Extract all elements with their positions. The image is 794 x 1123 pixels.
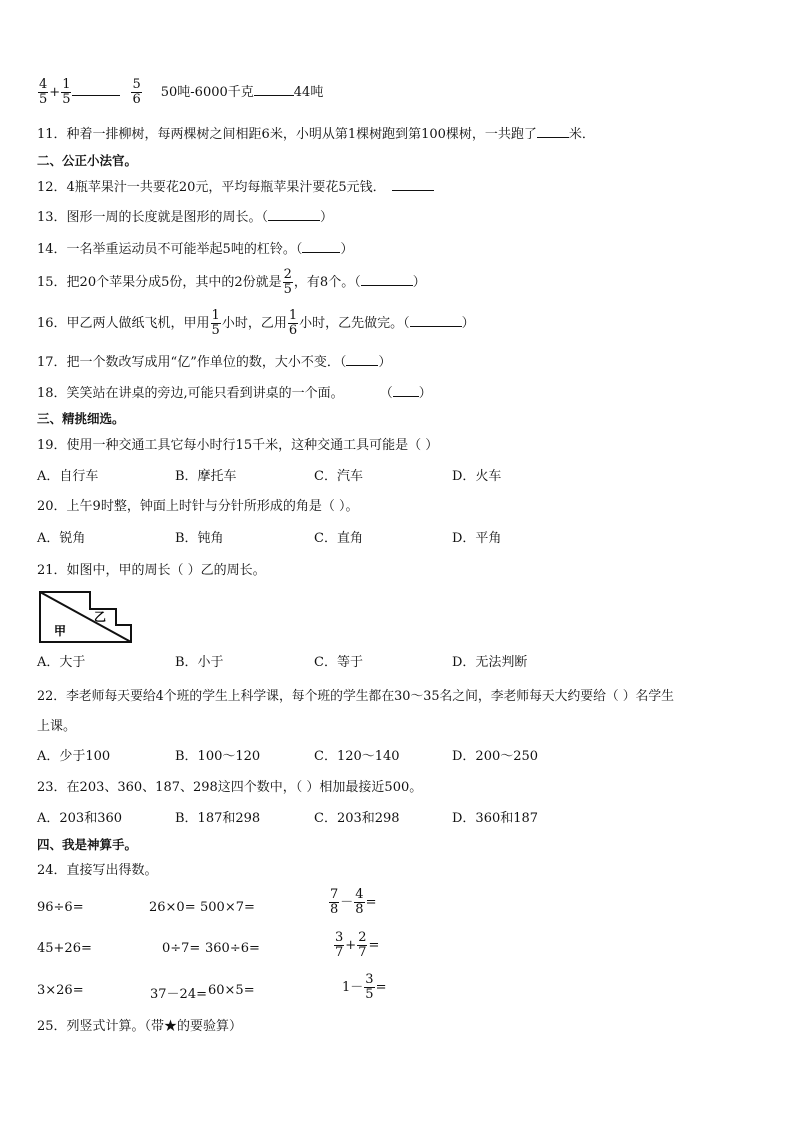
answer-blank[interactable] bbox=[537, 125, 569, 138]
question-text: 16．甲乙两人做纸飞机，甲用 bbox=[37, 316, 210, 331]
question-text-mid: 小时，乙用 bbox=[221, 316, 287, 331]
calc-item: 3×26= bbox=[37, 983, 84, 998]
option-c[interactable]: C．汽车 bbox=[314, 469, 363, 484]
label-jia: 甲 bbox=[54, 624, 67, 638]
fraction-expression bbox=[333, 931, 379, 960]
answer-blank[interactable] bbox=[392, 178, 434, 191]
close-paren: ） bbox=[340, 242, 354, 257]
fraction bbox=[329, 888, 339, 917]
option-b[interactable]: B．小于 bbox=[175, 655, 224, 670]
calc-item: 26×0= bbox=[149, 900, 196, 915]
question-text: 13．图形一周的长度就是图形的周长。（ bbox=[37, 210, 269, 225]
denominator: 8 bbox=[330, 902, 339, 917]
calc-item: 60×5= bbox=[208, 983, 255, 998]
perimeter-figure bbox=[38, 590, 134, 644]
option-b[interactable]: B．钝角 bbox=[175, 531, 224, 546]
minuend: 1－ bbox=[342, 980, 364, 995]
fraction-expression bbox=[328, 888, 376, 917]
question-15 bbox=[37, 268, 426, 297]
question-22-cont: 上课。 bbox=[37, 719, 77, 734]
question-text-tail: ，有8个。（ bbox=[293, 275, 361, 290]
answer-blank[interactable] bbox=[72, 83, 120, 96]
option-b[interactable]: B．187和298 bbox=[175, 811, 261, 826]
open-paren: （ bbox=[379, 386, 393, 401]
option-b[interactable]: B．100～120 bbox=[175, 749, 261, 764]
denominator: 6 bbox=[132, 92, 141, 107]
question-17 bbox=[37, 353, 391, 372]
fraction bbox=[354, 888, 364, 917]
question-text: 18．笑笑站在讲桌的旁边,可能只看到讲桌的一个面。 bbox=[37, 386, 344, 401]
denominator: 5 bbox=[211, 323, 220, 338]
compare-right: 44吨 bbox=[293, 85, 324, 100]
answer-blank[interactable] bbox=[410, 314, 462, 327]
option-c[interactable]: C．120～140 bbox=[314, 749, 400, 764]
question-23: 23．在203、360、187、298这四个数中，（ ）相加最接近500。 bbox=[37, 780, 423, 795]
numerator: 1 bbox=[62, 77, 71, 92]
denominator: 7 bbox=[335, 945, 344, 960]
answer-blank[interactable] bbox=[268, 208, 320, 221]
answer-blank[interactable] bbox=[346, 353, 378, 366]
numerator: 2 bbox=[283, 267, 292, 282]
calc-item: 500×7= bbox=[200, 900, 255, 915]
question-18 bbox=[37, 384, 432, 403]
fraction bbox=[334, 931, 344, 960]
fraction bbox=[61, 78, 71, 107]
question-text: 12．4瓶苹果汁一共要花20元，平均每瓶苹果汁要花5元钱． bbox=[37, 180, 386, 195]
fraction bbox=[357, 931, 367, 960]
calc-item: 45+26= bbox=[37, 941, 92, 956]
answer-blank[interactable] bbox=[302, 240, 340, 253]
denominator: 6 bbox=[288, 323, 298, 338]
question-text: 17．把一个数改写成用“亿”作单位的数，大小不变．（ bbox=[37, 355, 347, 370]
calc-item: 360÷6= bbox=[205, 941, 260, 956]
equals-sign: = bbox=[375, 980, 387, 995]
numerator: 3 bbox=[335, 930, 344, 945]
option-a[interactable]: A．大于 bbox=[37, 655, 86, 670]
option-c[interactable]: C．等于 bbox=[314, 655, 363, 670]
operator: + bbox=[345, 938, 357, 953]
answer-blank[interactable] bbox=[393, 384, 419, 397]
question-text-tail: 米． bbox=[568, 127, 595, 142]
numerator: 1 bbox=[211, 308, 220, 323]
numerator: 4 bbox=[39, 77, 48, 92]
answer-blank[interactable] bbox=[361, 273, 413, 286]
label-yi: 乙 bbox=[94, 610, 107, 624]
fraction bbox=[38, 78, 48, 107]
section-heading-3: 三、精挑细选。 bbox=[37, 411, 125, 426]
denominator: 7 bbox=[358, 945, 367, 960]
numerator: 1 bbox=[288, 308, 298, 323]
denominator: 5 bbox=[365, 987, 374, 1002]
option-d[interactable]: D．平角 bbox=[452, 531, 502, 546]
numerator: 3 bbox=[365, 972, 374, 987]
denominator: 5 bbox=[39, 92, 48, 107]
plus-sign: + bbox=[49, 85, 61, 100]
section-heading-4: 四、我是神算手。 bbox=[37, 837, 138, 852]
question-text: 14．一名举重运动员不可能举起5吨的杠铃。（ bbox=[37, 242, 303, 257]
close-paren: ） bbox=[378, 355, 392, 370]
compare-left: 50吨-6000千克 bbox=[160, 85, 254, 100]
close-paren: ） bbox=[412, 275, 426, 290]
question-text: 15．把20个苹果分成5份，其中的2份就是 bbox=[37, 275, 282, 290]
question-20: 20．上午9时整，钟面上时针与分针所形成的角是（ ）。 bbox=[37, 499, 359, 514]
question-24: 24．直接写出得数。 bbox=[37, 863, 158, 878]
option-d[interactable]: D．火车 bbox=[452, 469, 502, 484]
fraction bbox=[131, 78, 141, 107]
fraction bbox=[283, 268, 293, 297]
question-19: 19．使用一种交通工具它每小时行15千米，这种交通工具可能是（ ） bbox=[37, 438, 439, 453]
q10-line bbox=[37, 78, 323, 107]
question-16 bbox=[37, 309, 475, 338]
fraction bbox=[288, 309, 298, 338]
fraction bbox=[211, 309, 221, 338]
section-heading-2: 二、公正小法官。 bbox=[37, 153, 138, 168]
denominator: 5 bbox=[283, 282, 292, 297]
option-c[interactable]: C．直角 bbox=[314, 531, 363, 546]
close-paren: ） bbox=[418, 386, 432, 401]
option-c[interactable]: C．203和298 bbox=[314, 811, 400, 826]
question-22: 22．李老师每天要给4个班的学生上科学课，每个班的学生都在30～35名之间，李老师每天大约要给（ ）名学生 bbox=[37, 689, 674, 704]
question-text-tail: 小时，乙先做完。（ bbox=[299, 316, 410, 331]
question-21: 21．如图中，甲的周长（ ）乙的周长。 bbox=[37, 563, 266, 578]
equals-sign: = bbox=[365, 895, 377, 910]
numerator: 2 bbox=[358, 930, 367, 945]
numerator: 4 bbox=[355, 887, 364, 902]
option-d[interactable]: D．200～250 bbox=[452, 749, 539, 764]
question-text: 11．种着一排柳树，每两棵树之间相距6米，小明从第1棵树跑到第100棵树，一共跑了 bbox=[37, 127, 537, 142]
option-a[interactable]: A．少于100 bbox=[37, 749, 111, 764]
calc-item: 0÷7= bbox=[162, 941, 201, 956]
option-a[interactable]: A．锐角 bbox=[37, 531, 86, 546]
denominator: 8 bbox=[355, 902, 364, 917]
operator: － bbox=[340, 895, 354, 910]
denominator: 5 bbox=[62, 92, 71, 107]
calc-item: 96÷6= bbox=[37, 900, 84, 915]
close-paren: ） bbox=[320, 210, 334, 225]
fraction bbox=[364, 973, 374, 1002]
question-11 bbox=[37, 125, 595, 144]
option-d[interactable]: D．无法判断 bbox=[452, 655, 528, 670]
numerator: 7 bbox=[330, 887, 339, 902]
fraction-expression bbox=[342, 973, 386, 1002]
close-paren: ） bbox=[461, 316, 475, 331]
option-a[interactable]: A．203和360 bbox=[37, 811, 123, 826]
question-25: 25．列竖式计算。（带★的要验算） bbox=[37, 1019, 243, 1034]
option-b[interactable]: B．摩托车 bbox=[175, 469, 237, 484]
question-13 bbox=[37, 208, 333, 227]
question-12 bbox=[37, 178, 434, 197]
option-a[interactable]: A．自行车 bbox=[37, 469, 99, 484]
equals-sign: = bbox=[368, 938, 380, 953]
question-14 bbox=[37, 240, 353, 259]
option-d[interactable]: D．360和187 bbox=[452, 811, 539, 826]
calc-item: 37－24= bbox=[150, 987, 207, 1002]
numerator: 5 bbox=[132, 77, 141, 92]
answer-blank[interactable] bbox=[254, 83, 294, 96]
